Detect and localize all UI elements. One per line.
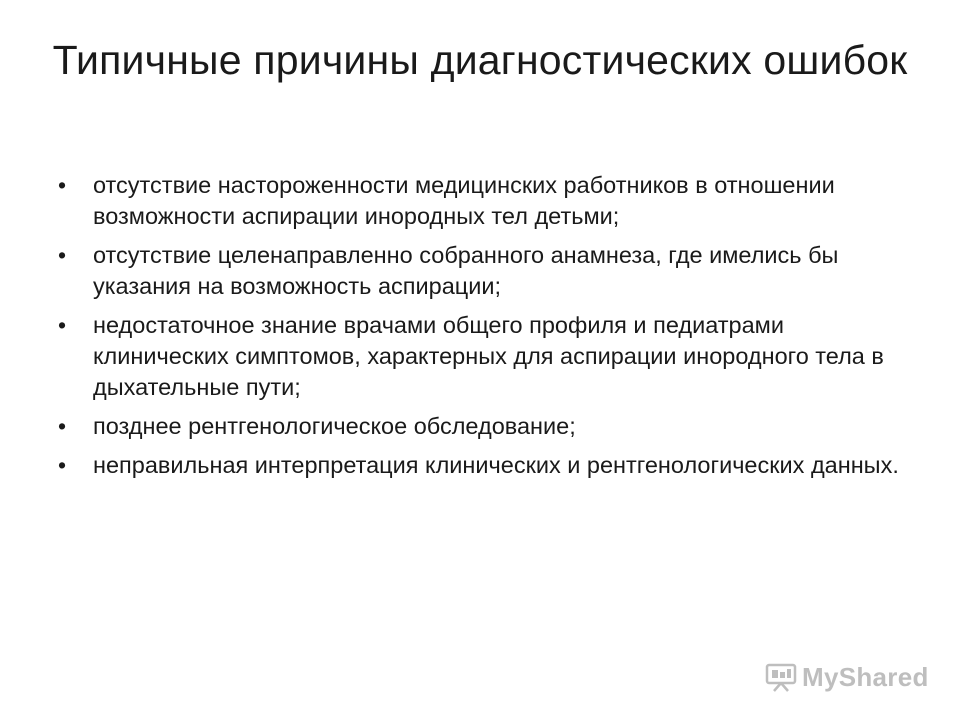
list-item [56,310,906,403]
bullet-dot: • [58,172,67,198]
bullet-dot: • [58,242,67,268]
bullet-dot: • [58,452,67,478]
list-item-text: отсутствие целенаправленно собранного анамнеза, где имелись бы указания на возможность аспирации; [93,242,839,299]
list-item-text: неправильная интерпретация клинических и рентгенологических данных. [93,452,899,478]
list-item [56,170,906,232]
list-item-text: недостаточное знание врачами общего профиля и педиатрами клинических симптомов, характерных для аспирации инородного тела в дыхательные пути; [93,312,884,400]
watermark-text: MyShared [802,661,929,692]
list-item [56,411,906,442]
list-item-text: позднее рентгенологическое обследование; [93,413,576,439]
watermark-logo [764,660,929,694]
list-item-text: отсутствие настороженности медицинских работников в отношении возможности аспирации инородных тел детьми; [93,172,835,229]
bullet-dot: • [58,312,67,338]
bullet-list [56,170,906,489]
page-title: Типичные причины диагностических ошибок [52,37,908,83]
bullet-dot: • [58,413,67,439]
list-item [56,450,906,481]
presentation-board-icon [764,660,798,694]
list-item [56,240,906,302]
